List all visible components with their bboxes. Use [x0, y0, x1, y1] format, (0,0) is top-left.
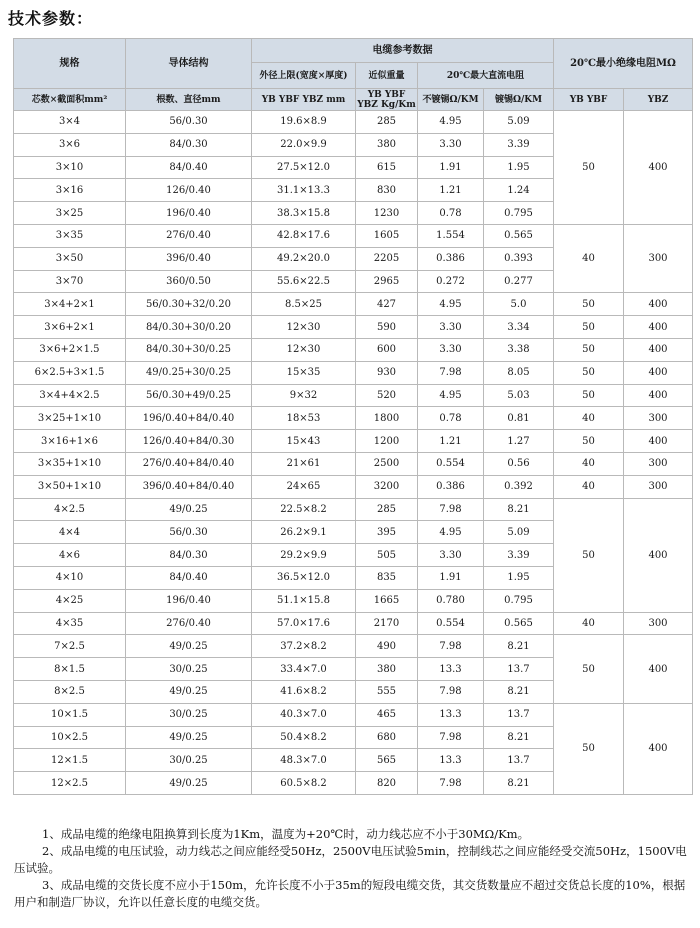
table-row: [14, 384, 693, 407]
spec-cell: 3×35+1×10: [14, 452, 126, 475]
resistance-bare-cell: 0.78: [418, 202, 484, 225]
insulation-yb-ybf-cell: 50: [554, 635, 624, 703]
resistance-tin-cell: 0.56: [484, 452, 554, 475]
resistance-tin-cell: 1.24: [484, 179, 554, 202]
insulation-yb-ybf-cell: 40: [554, 612, 624, 635]
insulation-yb-ybf-cell: 50: [554, 111, 624, 225]
resistance-tin-cell: 0.393: [484, 247, 554, 270]
weight-cell: 465: [356, 703, 418, 726]
weight-cell: 680: [356, 726, 418, 749]
spec-cell: 3×16: [14, 179, 126, 202]
table-row: [14, 498, 693, 521]
resistance-tin-cell: 3.34: [484, 316, 554, 339]
conductor-cell: 126/0.40+84/0.30: [126, 430, 252, 453]
spec-cell: 8×2.5: [14, 680, 126, 703]
od-cell: 21×61: [252, 452, 356, 475]
resistance-tin-cell: 8.21: [484, 635, 554, 658]
insulation-ybz-cell: 400: [624, 316, 693, 339]
insulation-yb-ybf-cell: 40: [554, 224, 624, 292]
spec-cell: 3×6+2×1.5: [14, 338, 126, 361]
resistance-bare-cell: 13.3: [418, 749, 484, 772]
conductor-cell: 396/0.40: [126, 247, 252, 270]
weight-cell: 505: [356, 544, 418, 567]
conductor-cell: 84/0.40: [126, 156, 252, 179]
conductor-cell: 30/0.25: [126, 658, 252, 681]
table-row: [14, 361, 693, 384]
spec-cell: 3×35: [14, 224, 126, 247]
resistance-tin-cell: 13.7: [484, 749, 554, 772]
header-sub-conductor: 根数、直径mm: [126, 89, 252, 111]
od-cell: 36.5×12.0: [252, 566, 356, 589]
od-cell: 40.3×7.0: [252, 703, 356, 726]
resistance-tin-cell: 0.277: [484, 270, 554, 293]
insulation-ybz-cell: 400: [624, 498, 693, 612]
od-cell: 60.5×8.2: [252, 772, 356, 795]
spec-cell: 4×2.5: [14, 498, 126, 521]
od-cell: 29.2×9.9: [252, 544, 356, 567]
resistance-bare-cell: 7.98: [418, 361, 484, 384]
conductor-cell: 196/0.40+84/0.40: [126, 407, 252, 430]
weight-cell: 590: [356, 316, 418, 339]
resistance-bare-cell: 0.554: [418, 612, 484, 635]
conductor-cell: 196/0.40: [126, 202, 252, 225]
header-sub-spec: 芯数×截面积mm²: [14, 89, 126, 111]
conductor-cell: 56/0.30+49/0.25: [126, 384, 252, 407]
resistance-bare-cell: 0.386: [418, 247, 484, 270]
od-cell: 55.6×22.5: [252, 270, 356, 293]
table-row: [14, 111, 693, 134]
conductor-cell: 84/0.30: [126, 133, 252, 156]
od-cell: 50.4×8.2: [252, 726, 356, 749]
insulation-ybz-cell: 300: [624, 452, 693, 475]
conductor-cell: 56/0.30+32/0.20: [126, 293, 252, 316]
insulation-ybz-cell: 400: [624, 430, 693, 453]
conductor-cell: 49/0.25: [126, 772, 252, 795]
header-od: [252, 63, 356, 89]
resistance-bare-cell: 0.780: [418, 589, 484, 612]
conductor-cell: 84/0.30: [126, 544, 252, 567]
od-cell: 22.5×8.2: [252, 498, 356, 521]
spec-cell: 3×70: [14, 270, 126, 293]
resistance-tin-cell: 0.795: [484, 202, 554, 225]
insulation-yb-ybf-cell: 50: [554, 384, 624, 407]
weight-cell: 3200: [356, 475, 418, 498]
od-cell: 38.3×15.8: [252, 202, 356, 225]
spec-cell: 3×50+1×10: [14, 475, 126, 498]
resistance-bare-cell: 3.30: [418, 133, 484, 156]
od-cell: 22.0×9.9: [252, 133, 356, 156]
weight-cell: 380: [356, 658, 418, 681]
resistance-tin-cell: 8.21: [484, 772, 554, 795]
conductor-cell: 49/0.25: [126, 726, 252, 749]
od-cell: 19.6×8.9: [252, 111, 356, 134]
spec-cell: 4×10: [14, 566, 126, 589]
weight-cell: 1230: [356, 202, 418, 225]
notes: [14, 826, 690, 911]
resistance-tin-cell: 0.565: [484, 224, 554, 247]
insulation-ybz-cell: 300: [624, 407, 693, 430]
spec-cell: 8×1.5: [14, 658, 126, 681]
conductor-cell: 49/0.25: [126, 498, 252, 521]
header-sub-weight: YB YBF YBZ Kg/Km: [357, 89, 416, 110]
table-row: [14, 293, 693, 316]
od-cell: 48.3×7.0: [252, 749, 356, 772]
weight-cell: 835: [356, 566, 418, 589]
od-cell: 8.5×25: [252, 293, 356, 316]
resistance-tin-cell: 1.95: [484, 156, 554, 179]
resistance-bare-cell: 7.98: [418, 680, 484, 703]
resistance-tin-cell: 0.81: [484, 407, 554, 430]
conductor-cell: 84/0.30+30/0.20: [126, 316, 252, 339]
insulation-ybz-cell: 400: [624, 111, 693, 225]
resistance-bare-cell: 0.554: [418, 452, 484, 475]
spec-cell: 4×4: [14, 521, 126, 544]
insulation-yb-ybf-cell: 40: [554, 475, 624, 498]
spec-table-body: [14, 111, 693, 795]
table-row: [14, 407, 693, 430]
conductor-cell: 30/0.25: [126, 703, 252, 726]
header-weight: 近似重量: [356, 63, 418, 89]
resistance-tin-cell: 0.392: [484, 475, 554, 498]
spec-cell: 3×25+1×10: [14, 407, 126, 430]
weight-cell: 565: [356, 749, 418, 772]
resistance-tin-cell: 3.39: [484, 133, 554, 156]
spec-cell: 3×16+1×6: [14, 430, 126, 453]
weight-cell: 820: [356, 772, 418, 795]
conductor-cell: 196/0.40: [126, 589, 252, 612]
header-ref-group: 电缆参考数据: [252, 39, 554, 63]
spec-cell: 3×6+2×1: [14, 316, 126, 339]
od-cell: 42.8×17.6: [252, 224, 356, 247]
spec-cell: 12×1.5: [14, 749, 126, 772]
od-cell: 27.5×12.0: [252, 156, 356, 179]
spec-cell: 3×25: [14, 202, 126, 225]
resistance-bare-cell: 7.98: [418, 635, 484, 658]
resistance-tin-cell: 0.565: [484, 612, 554, 635]
resistance-bare-cell: 4.95: [418, 293, 484, 316]
spec-cell: 6×2.5+3×1.5: [14, 361, 126, 384]
weight-cell: 555: [356, 680, 418, 703]
weight-cell: 490: [356, 635, 418, 658]
note-2: 2、成品电缆的电压试验，动力线芯之间应能经受50Hz，2500V电压试验5min，控制线芯之间应能经受交流50Hz，1500V电压试验。: [14, 844, 687, 875]
spec-cell: 4×35: [14, 612, 126, 635]
od-cell: 9×32: [252, 384, 356, 407]
conductor-cell: 30/0.25: [126, 749, 252, 772]
spec-cell: 3×4+2×1: [14, 293, 126, 316]
header-od-text: 外径上限(宽度×厚度): [259, 70, 348, 81]
table-row: [14, 703, 693, 726]
conductor-cell: 49/0.25: [126, 635, 252, 658]
conductor-cell: 84/0.30+30/0.25: [126, 338, 252, 361]
conductor-cell: 276/0.40: [126, 224, 252, 247]
weight-cell: 2500: [356, 452, 418, 475]
conductor-cell: 396/0.40+84/0.40: [126, 475, 252, 498]
resistance-bare-cell: 0.78: [418, 407, 484, 430]
od-cell: 12×30: [252, 338, 356, 361]
table-row: [14, 612, 693, 635]
note-1: 1、成品电缆的绝缘电阻换算到长度为1Km，温度为+20℃时，动力线芯应不小于30MΩ/Km。: [42, 827, 530, 841]
insulation-ybz-cell: 400: [624, 635, 693, 703]
resistance-tin-cell: 3.39: [484, 544, 554, 567]
resistance-tin-cell: 5.09: [484, 521, 554, 544]
resistance-tin-cell: 5.03: [484, 384, 554, 407]
od-cell: 37.2×8.2: [252, 635, 356, 658]
header-dcr: 20℃最大直流电阻: [418, 63, 554, 89]
resistance-tin-cell: 13.7: [484, 658, 554, 681]
resistance-bare-cell: 7.98: [418, 726, 484, 749]
conductor-cell: 126/0.40: [126, 179, 252, 202]
od-cell: 15×35: [252, 361, 356, 384]
page-title: 技术参数：: [8, 9, 94, 28]
weight-cell: 615: [356, 156, 418, 179]
resistance-tin-cell: 13.7: [484, 703, 554, 726]
header-sub-tin: 镀锡Ω/KM: [484, 89, 554, 111]
insulation-ybz-cell: 300: [624, 224, 693, 292]
resistance-tin-cell: 8.21: [484, 498, 554, 521]
weight-cell: 1665: [356, 589, 418, 612]
od-cell: 18×53: [252, 407, 356, 430]
insulation-yb-ybf-cell: 50: [554, 293, 624, 316]
spec-cell: 3×50: [14, 247, 126, 270]
od-cell: 26.2×9.1: [252, 521, 356, 544]
od-cell: 33.4×7.0: [252, 658, 356, 681]
insulation-ybz-cell: 400: [624, 293, 693, 316]
header-sub-ybz: YBZ: [624, 89, 693, 111]
table-row: [14, 475, 693, 498]
resistance-bare-cell: 3.30: [418, 544, 484, 567]
conductor-cell: 84/0.40: [126, 566, 252, 589]
weight-cell: 1605: [356, 224, 418, 247]
resistance-tin-cell: 1.95: [484, 566, 554, 589]
spec-cell: 3×10: [14, 156, 126, 179]
weight-cell: 930: [356, 361, 418, 384]
resistance-bare-cell: 0.272: [418, 270, 484, 293]
insulation-ybz-cell: 400: [624, 361, 693, 384]
conductor-cell: 276/0.40+84/0.40: [126, 452, 252, 475]
spec-cell: 3×4: [14, 111, 126, 134]
resistance-bare-cell: 4.95: [418, 111, 484, 134]
resistance-tin-cell: 0.795: [484, 589, 554, 612]
resistance-tin-cell: 5.09: [484, 111, 554, 134]
insulation-yb-ybf-cell: 50: [554, 361, 624, 384]
conductor-cell: 360/0.50: [126, 270, 252, 293]
weight-cell: 2170: [356, 612, 418, 635]
insulation-yb-ybf-cell: 40: [554, 407, 624, 430]
insulation-yb-ybf-cell: 50: [554, 498, 624, 612]
insulation-ybz-cell: 400: [624, 384, 693, 407]
weight-cell: 830: [356, 179, 418, 202]
insulation-ybz-cell: 300: [624, 612, 693, 635]
note-3: 3、成品电缆的交货长度不应小于150m，允许长度不小于35m的短段电缆交货，其交货数量应不超过交货总长度的10%，根据用户和制造厂协议，允许以任意长度的电缆交货。: [14, 878, 686, 909]
insulation-yb-ybf-cell: 50: [554, 430, 624, 453]
spec-cell: 10×1.5: [14, 703, 126, 726]
weight-cell: 520: [356, 384, 418, 407]
table-row: [14, 224, 693, 247]
spec-cell: 10×2.5: [14, 726, 126, 749]
resistance-bare-cell: 4.95: [418, 384, 484, 407]
resistance-bare-cell: 13.3: [418, 703, 484, 726]
spec-table: [13, 38, 693, 795]
spec-cell: 12×2.5: [14, 772, 126, 795]
insulation-yb-ybf-cell: 50: [554, 703, 624, 794]
od-cell: 57.0×17.6: [252, 612, 356, 635]
od-cell: 12×30: [252, 316, 356, 339]
conductor-cell: 276/0.40: [126, 612, 252, 635]
resistance-bare-cell: 1.91: [418, 566, 484, 589]
resistance-tin-cell: 8.21: [484, 726, 554, 749]
header-sub-ybybf: YB YBF: [554, 89, 624, 111]
insulation-yb-ybf-cell: 50: [554, 316, 624, 339]
resistance-bare-cell: 4.95: [418, 521, 484, 544]
weight-cell: 285: [356, 111, 418, 134]
resistance-tin-cell: 3.38: [484, 338, 554, 361]
spec-cell: 4×25: [14, 589, 126, 612]
resistance-tin-cell: 8.05: [484, 361, 554, 384]
table-row: [14, 452, 693, 475]
resistance-tin-cell: 8.21: [484, 680, 554, 703]
table-row: [14, 635, 693, 658]
resistance-bare-cell: 1.21: [418, 430, 484, 453]
conductor-cell: 49/0.25+30/0.25: [126, 361, 252, 384]
table-row: [14, 338, 693, 361]
weight-cell: 395: [356, 521, 418, 544]
od-cell: 31.1×13.3: [252, 179, 356, 202]
insulation-yb-ybf-cell: 50: [554, 338, 624, 361]
od-cell: 15×43: [252, 430, 356, 453]
spec-cell: 4×6: [14, 544, 126, 567]
spec-cell: 3×6: [14, 133, 126, 156]
weight-cell: 600: [356, 338, 418, 361]
resistance-bare-cell: 7.98: [418, 498, 484, 521]
resistance-bare-cell: 1.554: [418, 224, 484, 247]
weight-cell: 380: [356, 133, 418, 156]
conductor-cell: 56/0.30: [126, 521, 252, 544]
weight-cell: 427: [356, 293, 418, 316]
table-row: [14, 430, 693, 453]
weight-cell: 285: [356, 498, 418, 521]
resistance-bare-cell: 7.98: [418, 772, 484, 795]
od-cell: 24×65: [252, 475, 356, 498]
insulation-ybz-cell: 300: [624, 475, 693, 498]
header-conductor: 导体结构: [126, 39, 252, 89]
table-row: [14, 316, 693, 339]
spec-cell: 7×2.5: [14, 635, 126, 658]
resistance-bare-cell: 13.3: [418, 658, 484, 681]
resistance-bare-cell: 3.30: [418, 316, 484, 339]
resistance-bare-cell: 0.386: [418, 475, 484, 498]
header-ir-group: 20℃最小绝缘电阻MΩ: [554, 39, 693, 89]
resistance-tin-cell: 1.27: [484, 430, 554, 453]
conductor-cell: 56/0.30: [126, 111, 252, 134]
resistance-bare-cell: 3.30: [418, 338, 484, 361]
od-cell: 41.6×8.2: [252, 680, 356, 703]
spec-cell: 3×4+4×2.5: [14, 384, 126, 407]
od-cell: 51.1×15.8: [252, 589, 356, 612]
header-sub-bare: 不镀锡Ω/KM: [418, 89, 484, 111]
resistance-bare-cell: 1.91: [418, 156, 484, 179]
weight-cell: 1200: [356, 430, 418, 453]
resistance-bare-cell: 1.21: [418, 179, 484, 202]
weight-cell: 1800: [356, 407, 418, 430]
weight-cell: 2965: [356, 270, 418, 293]
header-sub-od: YB YBF YBZ mm: [252, 89, 356, 111]
insulation-ybz-cell: 400: [624, 338, 693, 361]
header-spec: 规格: [14, 39, 126, 89]
resistance-tin-cell: 5.0: [484, 293, 554, 316]
insulation-ybz-cell: 400: [624, 703, 693, 794]
od-cell: 49.2×20.0: [252, 247, 356, 270]
weight-cell: 2205: [356, 247, 418, 270]
insulation-yb-ybf-cell: 40: [554, 452, 624, 475]
conductor-cell: 49/0.25: [126, 680, 252, 703]
